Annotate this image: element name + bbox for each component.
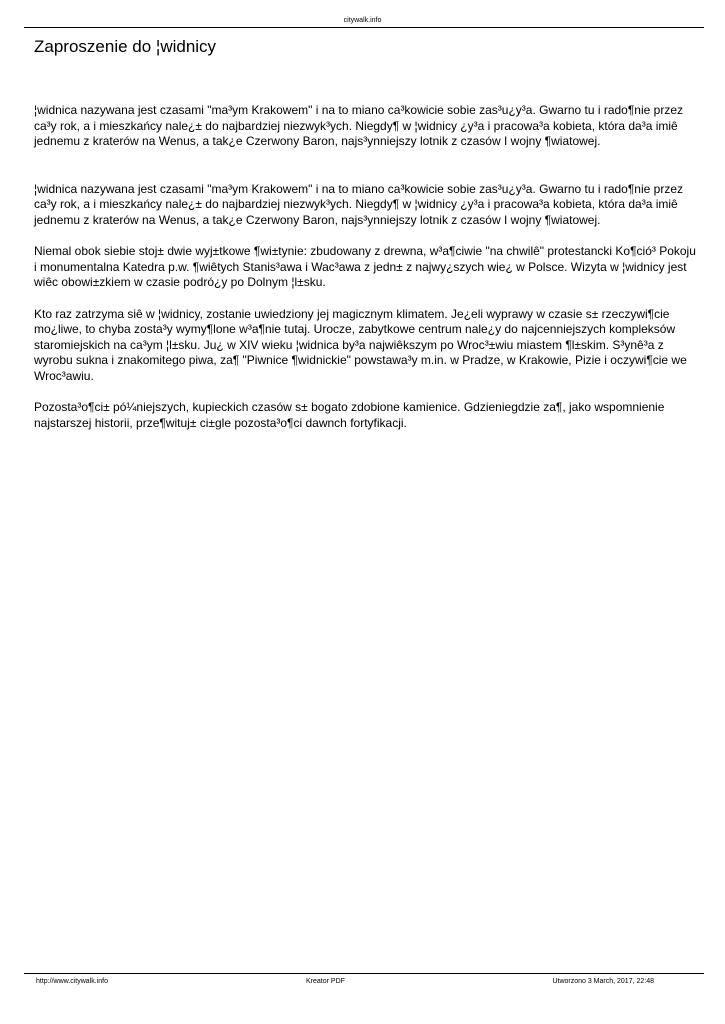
- paragraph-5: Pozosta³o¶ci± pó¼niejszych, kupieckich czasów s± bogato zdobione kamienice. Gdzieniegdzie za¶, jako wspomnienie najstarszej historii, prze¶wituj± ci±gle pozosta³o¶ci dawnch fortyfikacji.: [34, 400, 665, 430]
- header-divider: [24, 27, 704, 28]
- footer-created-date: Utworzono 3 March, 2017, 22:48: [552, 978, 654, 985]
- paragraph-1: ¦widnica nazywana jest czasami "ma³ym Krakowem" i na to miano ca³kowicie sobie zas³u¿y³a. Gwarno tu i rado¶nie przez ca³y rok, a i mieszkańcy nale¿± do najbardziej niezwyk³ych. Niegdy¶ w ¦widnicy ¿y³a i pracowa³a kobieta, która da³a imiê jednemu z kraterów na Wenus, a tak¿e Czerwony Baron, najs³ynniejszy lotnik z czasów I wojny ¶wiatowej.: [34, 103, 683, 148]
- article-body: [34, 103, 700, 447]
- paragraph-4: Kto raz zatrzyma siê w ¦widnicy, zostanie uwiedziony jej magicznym klimatem. Je¿eli wyprawy w czasie s± rzeczywi¶cie mo¿liwe, to chyba zosta³y wymy¶lone w³a¶nie tutaj. Urocze, zabytkowe centrum nale¿y do najcenniejszych kompleksów staromiejskich na ca³ym ¦l±sku. Ju¿ w XIV wieku ¦widnica by³a najwiêkszym po Wroc³±wiu miastem ¶l±skim. S³ynê³a z wyrobu sukna i znakomitego piwa, za¶ "Piwnice ¶widnickie" powstawa³y m.in. w Pradze, w Krakowie, Pizie i oczywi¶cie we Wroc³awiu.: [34, 306, 687, 383]
- header-site-name: citywalk.info: [343, 17, 382, 24]
- footer-url-link[interactable]: http://www.citywalk.info: [36, 978, 108, 985]
- footer-creator-label: Kreator PDF: [306, 978, 345, 985]
- footer-divider: [24, 973, 704, 974]
- page-title: Zaproszenie do ¦widnicy: [34, 37, 217, 56]
- paragraph-3: Niemal obok siebie stoj± dwie wyj±tkowe ¶wi±tynie: zbudowany z drewna, w³a¶ciwie "na chwilê" protestancki Ko¶ció³ Pokoju i monumentalna Katedra p.w. ¶wiêtych Stanis³awa i Wac³awa z jedn± z najwy¿szych wie¿ w Polsce. Wizyta w ¦widnicy jest wiêc obowi±zkiem w czasie podró¿y po Dolnym ¦l±sku.: [34, 244, 696, 289]
- paragraph-2: ¦widnica nazywana jest czasami "ma³ym Krakowem" i na to miano ca³kowicie sobie zas³u¿y³a. Gwarno tu i rado¶nie przez ca³y rok, a i mieszkańcy nale¿± do najbardziej niezwyk³ych. Niegdy¶ w ¦widnicy ¿y³a i pracowa³a kobieta, która da³a imiê jednemu z kraterów na Wenus, a tak¿e Czerwony Baron, najs³ynniejszy lotnik z czasów I wojny ¶wiatowej.: [34, 181, 683, 227]
